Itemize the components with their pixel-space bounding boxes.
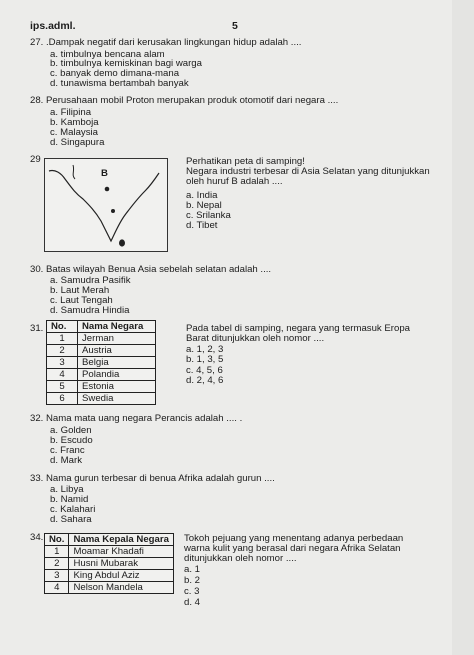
option-a: a. 1, 2, 3 bbox=[186, 344, 224, 355]
question-text-line: Perhatikan peta di samping! bbox=[186, 156, 305, 167]
option-c: c. Kalahari bbox=[50, 504, 96, 515]
option-d: d. Singapura bbox=[50, 137, 105, 148]
option-a: a. India bbox=[186, 190, 218, 201]
table-row bbox=[47, 381, 156, 393]
table-cell: 2 bbox=[47, 345, 78, 357]
option-d: d. tunawisma bertambah banyak bbox=[50, 78, 189, 89]
question-stem: 28. Perusahaan mobil Proton merupakan produk otomotif dari negara .... bbox=[30, 95, 339, 106]
question-text-line: Tokoh pejuang yang menentang adanya perbedaan bbox=[184, 533, 404, 544]
option-b: b. Nepal bbox=[186, 200, 222, 211]
table-row bbox=[47, 369, 156, 381]
question-number: 31. bbox=[30, 323, 44, 334]
table-cell: 3 bbox=[47, 357, 78, 369]
option-d: d. Sahara bbox=[50, 514, 92, 525]
table-cell: 1 bbox=[45, 546, 69, 558]
header-code: ips.adml. bbox=[30, 20, 76, 32]
table-header-row bbox=[47, 321, 156, 333]
option-d: d. Mark bbox=[50, 455, 82, 466]
option-d: d. Samudra Hindia bbox=[50, 305, 130, 316]
table-header: Nama Negara bbox=[78, 321, 156, 333]
table-row bbox=[47, 345, 156, 357]
table-cell: 6 bbox=[47, 393, 78, 405]
table-header-row bbox=[45, 534, 174, 546]
table-cell: 4 bbox=[47, 369, 78, 381]
table-row bbox=[45, 570, 174, 582]
table-cell: 2 bbox=[45, 558, 69, 570]
option-c: c. banyak demo dimana-mana bbox=[50, 68, 180, 79]
table-cell: Jerman bbox=[78, 333, 156, 345]
option-c: c. 3 bbox=[184, 586, 200, 597]
option-a: a. Samudra Pasifik bbox=[50, 275, 131, 286]
question-text-line: oleh huruf B adalah .... bbox=[186, 176, 283, 187]
option-b: b. Escudo bbox=[50, 435, 93, 446]
option-d: d. Tibet bbox=[186, 220, 218, 231]
question-stem: 30. Batas wilayah Benua Asia sebelah selatan adalah .... bbox=[30, 264, 272, 275]
option-a: a. Golden bbox=[50, 425, 92, 436]
option-b: b. Namid bbox=[50, 494, 89, 505]
question-text-line: ditunjukkan oleh nomor .... bbox=[184, 553, 297, 564]
question-stem: 27. .Dampak negatif dari kerusakan lingkungan hidup adalah .... bbox=[30, 37, 302, 48]
page-number: 5 bbox=[232, 20, 238, 32]
table-cell: Nelson Mandela bbox=[69, 582, 173, 594]
option-c: c. 4, 5, 6 bbox=[186, 365, 223, 376]
south-asia-map bbox=[44, 158, 168, 252]
question-number: 29 bbox=[30, 154, 41, 165]
option-b: b. Kamboja bbox=[50, 117, 99, 128]
option-a: a. 1 bbox=[184, 564, 201, 575]
table-row bbox=[45, 558, 174, 570]
option-c: c. Srilanka bbox=[186, 210, 231, 221]
option-a: a. timbulnya bencana alam bbox=[50, 49, 165, 60]
table-cell: Husni Mubarak bbox=[69, 558, 173, 570]
option-b: b. 2 bbox=[184, 575, 201, 586]
table-cell: King Abdul Aziz bbox=[69, 570, 173, 582]
page-edge-shadow bbox=[452, 0, 474, 655]
table-cell: Estonia bbox=[78, 381, 156, 393]
table-cell: 1 bbox=[47, 333, 78, 345]
question-text-line: Negara industri terbesar di Asia Selatan yang ditunjukkan bbox=[186, 166, 430, 177]
table-row bbox=[45, 546, 174, 558]
question-text-line: Pada tabel di samping, negara yang termasuk Eropa bbox=[186, 323, 410, 334]
table-cell: Polandia bbox=[78, 369, 156, 381]
head-of-state-table bbox=[44, 533, 174, 594]
table-header: Nama Kepala Negara bbox=[69, 534, 173, 546]
question-stem: 33. Nama gurun terbesar di benua Afrika adalah gurun .... bbox=[30, 473, 275, 484]
question-text-line: warna kulit yang berasal dari negara Afrika Selatan bbox=[184, 543, 401, 554]
table-row bbox=[45, 582, 174, 594]
table-cell: Belgia bbox=[78, 357, 156, 369]
table-cell: Austria bbox=[78, 345, 156, 357]
table-cell: 5 bbox=[47, 381, 78, 393]
option-b: b. 1, 3, 5 bbox=[186, 354, 224, 365]
option-d: d. 2, 4, 6 bbox=[186, 375, 224, 386]
table-header: No. bbox=[47, 321, 78, 333]
option-b: b. Laut Merah bbox=[50, 285, 110, 296]
country-table bbox=[46, 320, 156, 405]
table-row bbox=[47, 357, 156, 369]
question-stem: 32. Nama mata uang negara Perancis adalah .... . bbox=[30, 413, 243, 424]
table-cell: 4 bbox=[45, 582, 69, 594]
table-row bbox=[47, 393, 156, 405]
option-c: c. Franc bbox=[50, 445, 85, 456]
option-a: a. Filipina bbox=[50, 107, 92, 118]
table-cell: 3 bbox=[45, 570, 69, 582]
map-label-b: B bbox=[101, 168, 108, 179]
table-cell: Swedia bbox=[78, 393, 156, 405]
option-c: c. Laut Tengah bbox=[50, 295, 113, 306]
option-c: c. Malaysia bbox=[50, 127, 98, 138]
question-number: 34. bbox=[30, 532, 44, 543]
table-header: No. bbox=[45, 534, 69, 546]
question-text-line: Barat ditunjukkan oleh nomor .... bbox=[186, 333, 325, 344]
option-a: a. Libya bbox=[50, 484, 84, 495]
option-b: b. timbulnya kemiskinan bagi warga bbox=[50, 58, 202, 69]
option-d: d. 4 bbox=[184, 597, 201, 608]
table-row bbox=[47, 333, 156, 345]
table-cell: Moamar Khadafi bbox=[69, 546, 173, 558]
